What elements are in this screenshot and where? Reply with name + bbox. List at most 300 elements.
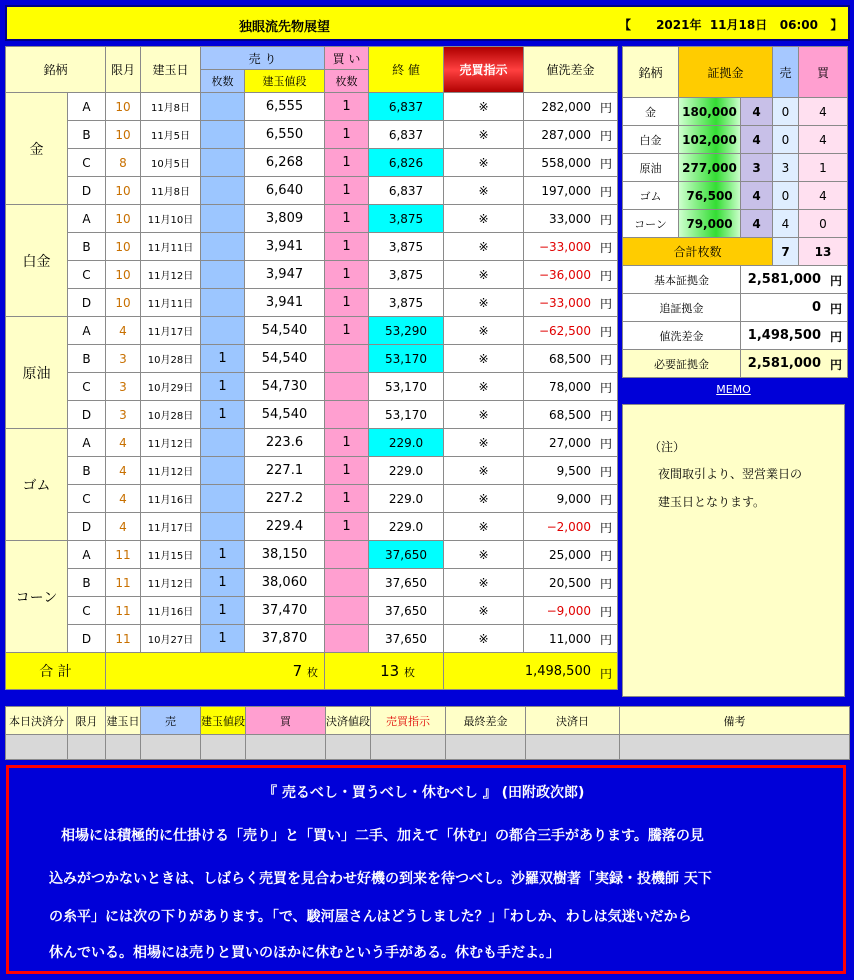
table-row — [6, 625, 618, 653]
limit-cell: 10 — [106, 233, 141, 261]
close-cell: 6,826 — [369, 149, 444, 177]
sell-count-cell — [201, 513, 245, 541]
header-close: 終 値 — [369, 47, 444, 93]
table-row — [6, 289, 618, 317]
signal-cell: ※ — [444, 177, 524, 205]
header-limit: 限月 — [106, 47, 141, 93]
table-row — [6, 149, 618, 177]
pl-cell: 11,000 円 — [524, 625, 618, 653]
sell-count-cell: 1 — [201, 625, 245, 653]
settlement-header-cell: 売 — [141, 707, 201, 735]
grade-cell: B — [68, 345, 106, 373]
buy-count-cell: 1 — [325, 149, 369, 177]
margin-lots-cell: 4 — [741, 126, 773, 154]
settlement-header-cell: 売買指示 — [371, 707, 446, 735]
margin-amount-cell: 277,000 — [679, 154, 741, 182]
header-open-price: 建玉値段 — [245, 70, 325, 93]
signal-cell: ※ — [444, 205, 524, 233]
open-date-cell: 11月16日 — [141, 597, 201, 625]
close-cell: 6,837 — [369, 93, 444, 121]
close-cell: 6,837 — [369, 177, 444, 205]
grade-cell: A — [68, 317, 106, 345]
sell-count-cell — [201, 177, 245, 205]
group-name: 金 — [6, 93, 68, 205]
summary-label: 値洗差金 — [623, 322, 741, 350]
limit-cell: 3 — [106, 401, 141, 429]
open-price-cell: 38,060 — [245, 569, 325, 597]
signal-cell: ※ — [444, 457, 524, 485]
buy-count-cell: 1 — [325, 93, 369, 121]
buy-count-cell: 1 — [325, 317, 369, 345]
pl-cell: 25,000 円 — [524, 541, 618, 569]
grade-cell: A — [68, 429, 106, 457]
pl-cell: −62,500 円 — [524, 317, 618, 345]
settlement-header-cell: 買 — [246, 707, 326, 735]
buy-count-cell — [325, 569, 369, 597]
table-row — [6, 317, 618, 345]
signal-cell: ※ — [444, 569, 524, 597]
summary-row — [623, 266, 848, 294]
pl-cell: 20,500 円 — [524, 569, 618, 597]
settlement-empty-cell — [326, 735, 371, 760]
grade-cell: B — [68, 569, 106, 597]
signal-cell: ※ — [444, 93, 524, 121]
margin-buy-cell: 4 — [799, 98, 848, 126]
margin-amount-cell: 79,000 — [679, 210, 741, 238]
close-cell: 3,875 — [369, 289, 444, 317]
close-cell: 53,290 — [369, 317, 444, 345]
open-price-cell: 3,809 — [245, 205, 325, 233]
pl-cell: −36,000 円 — [524, 261, 618, 289]
close-cell: 3,875 — [369, 233, 444, 261]
open-price-cell: 54,540 — [245, 317, 325, 345]
buy-count-cell — [325, 625, 369, 653]
close-cell: 6,837 — [369, 121, 444, 149]
close-cell: 37,650 — [369, 541, 444, 569]
quote-line-4: 休んでいる。相場には売りと買いのほかに休むという手がある。休むも手だよ。」 — [49, 945, 560, 961]
open-date-cell: 11月17日 — [141, 513, 201, 541]
pl-cell: −9,000 円 — [524, 597, 618, 625]
open-date-cell: 11月12日 — [141, 569, 201, 597]
buy-count-cell — [325, 373, 369, 401]
margin-header-brand: 銘柄 — [623, 47, 679, 98]
header-open-date: 建玉日 — [141, 47, 201, 93]
signal-cell: ※ — [444, 373, 524, 401]
positions-body — [6, 93, 618, 653]
grade-cell: B — [68, 121, 106, 149]
grade-cell: C — [68, 261, 106, 289]
quote-line-3: の糸平」には次の下りがあります。「で、駿河屋さんはどうしました？」「わしか、わしは気迷いだから — [49, 909, 692, 925]
pl-cell: 68,500 円 — [524, 345, 618, 373]
title-bar — [5, 5, 850, 41]
open-price-cell: 54,540 — [245, 345, 325, 373]
limit-cell: 4 — [106, 457, 141, 485]
open-price-cell: 6,268 — [245, 149, 325, 177]
open-price-cell: 6,640 — [245, 177, 325, 205]
memo-line-3: 建玉日となります。 — [658, 495, 766, 509]
close-cell: 229.0 — [369, 429, 444, 457]
settlement-header-cell: 決済日 — [526, 707, 620, 735]
table-row — [6, 569, 618, 597]
quote-line-2: 込みがつかないときは、しばらく売買を見合わせ好機の到来を待つべし。沙羅双樹著「実録・投機師 天下 — [49, 871, 712, 887]
sell-count-cell: 1 — [201, 597, 245, 625]
open-date-cell: 11月8日 — [141, 177, 201, 205]
margin-lots-cell: 4 — [741, 210, 773, 238]
margin-brand-cell: 白金 — [623, 126, 679, 154]
grade-cell: A — [68, 93, 106, 121]
summary-row — [623, 294, 848, 322]
buy-count-cell — [325, 345, 369, 373]
margin-brand-cell: 原油 — [623, 154, 679, 182]
header-buy-count: 枚数 — [325, 70, 369, 93]
header-signal: 売買指示 — [444, 47, 524, 93]
buy-count-cell: 1 — [325, 177, 369, 205]
settlement-header-cell: 限月 — [68, 707, 106, 735]
signal-cell: ※ — [444, 401, 524, 429]
grade-cell: C — [68, 485, 106, 513]
margin-lots-cell: 4 — [741, 182, 773, 210]
summary-label: 追証拠金 — [623, 294, 741, 322]
limit-cell: 4 — [106, 429, 141, 457]
summary-label: 必要証拠金 — [623, 350, 741, 378]
margin-row — [623, 210, 848, 238]
open-price-cell: 54,540 — [245, 401, 325, 429]
grade-cell: D — [68, 289, 106, 317]
buy-count-cell: 1 — [325, 205, 369, 233]
close-cell: 229.0 — [369, 513, 444, 541]
settlement-header-cell: 決済値段 — [326, 707, 371, 735]
open-date-cell: 11月16日 — [141, 485, 201, 513]
grade-cell: C — [68, 149, 106, 177]
total-row — [6, 653, 618, 690]
close-cell: 37,650 — [369, 569, 444, 597]
limit-cell: 8 — [106, 149, 141, 177]
table-row — [6, 345, 618, 373]
margin-brand-cell: 金 — [623, 98, 679, 126]
summary-value: 1,498,500 円 — [741, 322, 848, 350]
grade-cell: B — [68, 233, 106, 261]
buy-count-cell: 1 — [325, 429, 369, 457]
settlement-empty-cell — [68, 735, 106, 760]
close-cell: 229.0 — [369, 485, 444, 513]
limit-cell: 4 — [106, 513, 141, 541]
margin-buy-cell: 4 — [799, 182, 848, 210]
close-cell: 53,170 — [369, 345, 444, 373]
summary-row — [623, 322, 848, 350]
settlement-empty-cell — [106, 735, 141, 760]
settlement-empty-cell — [246, 735, 326, 760]
signal-cell: ※ — [444, 485, 524, 513]
table-row — [6, 429, 618, 457]
pl-cell: 78,000 円 — [524, 373, 618, 401]
buy-count-cell: 1 — [325, 261, 369, 289]
close-cell: 37,650 — [369, 597, 444, 625]
table-row — [6, 457, 618, 485]
close-cell: 3,875 — [369, 261, 444, 289]
limit-cell: 3 — [106, 373, 141, 401]
margin-buy-cell: 4 — [799, 126, 848, 154]
settlement-empty-cell — [201, 735, 246, 760]
grade-cell: D — [68, 625, 106, 653]
margin-row — [623, 98, 848, 126]
sell-count-cell: 1 — [201, 569, 245, 597]
limit-cell: 3 — [106, 345, 141, 373]
table-row — [6, 401, 618, 429]
memo-line-2: 夜間取引より、翌営業日の — [658, 467, 803, 481]
margin-row — [623, 154, 848, 182]
pl-cell: 27,000 円 — [524, 429, 618, 457]
close-cell: 229.0 — [369, 457, 444, 485]
header-sell: 売 り — [201, 47, 325, 70]
margin-sell-cell: 0 — [773, 182, 799, 210]
group-name: 原油 — [6, 317, 68, 429]
margin-body — [623, 98, 848, 238]
table-row — [6, 597, 618, 625]
pl-cell: 33,000 円 — [524, 205, 618, 233]
open-price-cell: 6,555 — [245, 93, 325, 121]
margin-header-buy: 買 — [799, 47, 848, 98]
total-buy: 13 枚 — [325, 653, 444, 690]
grade-cell: D — [68, 513, 106, 541]
open-date-cell: 10月28日 — [141, 401, 201, 429]
total-label: 合 計 — [6, 653, 106, 690]
grade-cell: B — [68, 457, 106, 485]
sell-count-cell — [201, 121, 245, 149]
limit-cell: 11 — [106, 625, 141, 653]
limit-cell: 11 — [106, 569, 141, 597]
open-price-cell: 6,550 — [245, 121, 325, 149]
settlement-header-row — [6, 707, 850, 735]
signal-cell: ※ — [444, 233, 524, 261]
open-date-cell: 11月11日 — [141, 233, 201, 261]
header-pl: 値洗差金 — [524, 47, 618, 93]
open-price-cell: 3,947 — [245, 261, 325, 289]
sell-count-cell — [201, 317, 245, 345]
settlement-empty-cell — [620, 735, 850, 760]
signal-cell: ※ — [444, 513, 524, 541]
grade-cell: D — [68, 177, 106, 205]
header-buy: 買 い — [325, 47, 369, 70]
total-sell: 7 枚 — [106, 653, 325, 690]
buy-count-cell: 1 — [325, 457, 369, 485]
table-row — [6, 513, 618, 541]
margin-brand-cell: コーン — [623, 210, 679, 238]
buy-count-cell — [325, 401, 369, 429]
signal-cell: ※ — [444, 289, 524, 317]
table-row — [6, 233, 618, 261]
sell-count-cell — [201, 149, 245, 177]
open-date-cell: 10月28日 — [141, 345, 201, 373]
open-price-cell: 223.6 — [245, 429, 325, 457]
open-date-cell: 11月10日 — [141, 205, 201, 233]
settlement-empty-cell — [6, 735, 68, 760]
table-row — [6, 485, 618, 513]
sell-count-cell — [201, 485, 245, 513]
limit-cell: 10 — [106, 261, 141, 289]
grade-cell: C — [68, 597, 106, 625]
margin-amount-cell: 180,000 — [679, 98, 741, 126]
open-price-cell: 37,470 — [245, 597, 325, 625]
pl-cell: −33,000 円 — [524, 289, 618, 317]
table-row — [6, 261, 618, 289]
memo-box — [622, 404, 845, 697]
margin-brand-cell: ゴム — [623, 182, 679, 210]
open-date-cell: 10月27日 — [141, 625, 201, 653]
pl-cell: 558,000 円 — [524, 149, 618, 177]
margin-header-amount: 証拠金 — [679, 47, 773, 98]
sell-count-cell — [201, 457, 245, 485]
open-date-cell: 10月29日 — [141, 373, 201, 401]
margin-lots-cell: 4 — [741, 98, 773, 126]
margin-buy-cell: 0 — [799, 210, 848, 238]
margin-table — [622, 46, 848, 378]
sell-count-cell: 1 — [201, 373, 245, 401]
settlement-header-cell: 最終差金 — [446, 707, 526, 735]
signal-cell: ※ — [444, 625, 524, 653]
settlement-header-cell: 本日決済分 — [6, 707, 68, 735]
open-price-cell: 229.4 — [245, 513, 325, 541]
margin-sell-cell: 0 — [773, 98, 799, 126]
margin-amount-cell: 102,000 — [679, 126, 741, 154]
open-price-cell: 227.1 — [245, 457, 325, 485]
sell-count-cell: 1 — [201, 345, 245, 373]
signal-cell: ※ — [444, 541, 524, 569]
buy-count-cell: 1 — [325, 121, 369, 149]
table-row — [6, 93, 618, 121]
report-date: 【 2021年 11月18日 06:00 】 — [619, 18, 843, 32]
limit-cell: 10 — [106, 205, 141, 233]
limit-cell: 10 — [106, 289, 141, 317]
open-date-cell: 11月12日 — [141, 457, 201, 485]
pl-cell: 9,000 円 — [524, 485, 618, 513]
table-row — [6, 541, 618, 569]
limit-cell: 11 — [106, 541, 141, 569]
settlement-empty-row — [6, 735, 850, 760]
open-date-cell: 11月15日 — [141, 541, 201, 569]
page-title: 独眼流先物展望 — [239, 20, 331, 35]
sell-count-cell — [201, 233, 245, 261]
signal-cell: ※ — [444, 121, 524, 149]
margin-buy-cell: 1 — [799, 154, 848, 182]
settlement-empty-cell — [446, 735, 526, 760]
margin-row — [623, 182, 848, 210]
signal-cell: ※ — [444, 149, 524, 177]
open-date-cell: 11月17日 — [141, 317, 201, 345]
open-date-cell: 10月5日 — [141, 149, 201, 177]
grade-cell: A — [68, 205, 106, 233]
limit-cell: 10 — [106, 93, 141, 121]
open-date-cell: 11月11日 — [141, 289, 201, 317]
signal-cell: ※ — [444, 345, 524, 373]
settlement-empty-cell — [371, 735, 446, 760]
settlement-header-cell: 建玉日 — [106, 707, 141, 735]
margin-summary — [623, 266, 848, 378]
open-price-cell: 3,941 — [245, 289, 325, 317]
open-price-cell: 227.2 — [245, 485, 325, 513]
pl-cell: 282,000 円 — [524, 93, 618, 121]
margin-total-sell: 7 — [773, 238, 799, 266]
header-sell-count: 枚数 — [201, 70, 245, 93]
open-price-cell: 38,150 — [245, 541, 325, 569]
pl-cell: 68,500 円 — [524, 401, 618, 429]
signal-cell: ※ — [444, 597, 524, 625]
open-date-cell: 11月8日 — [141, 93, 201, 121]
summary-value: 2,581,000 円 — [741, 266, 848, 294]
open-price-cell: 54,730 — [245, 373, 325, 401]
quote-line-1: 相場には積極的に仕掛ける「売り」と「買い」二手、加えて「休む」の都合三手があります。騰落の見 — [61, 828, 704, 844]
pl-cell: 197,000 円 — [524, 177, 618, 205]
buy-count-cell: 1 — [325, 289, 369, 317]
table-row — [6, 177, 618, 205]
open-date-cell: 11月5日 — [141, 121, 201, 149]
memo-line-1: （注） — [649, 440, 686, 454]
grade-cell: C — [68, 373, 106, 401]
buy-count-cell — [325, 541, 369, 569]
group-name: 白金 — [6, 205, 68, 317]
margin-lots-cell: 3 — [741, 154, 773, 182]
sell-count-cell — [201, 261, 245, 289]
settlement-empty-cell — [141, 735, 201, 760]
settlement-header-cell: 備考 — [620, 707, 850, 735]
margin-sell-cell: 3 — [773, 154, 799, 182]
settlement-empty-cell — [526, 735, 620, 760]
pl-cell: −33,000 円 — [524, 233, 618, 261]
close-cell: 53,170 — [369, 401, 444, 429]
pl-cell: 9,500 円 — [524, 457, 618, 485]
quote-title: 『 売るべし・買うべし・休むべし 』 (田附政次郎) — [263, 785, 585, 801]
limit-cell: 10 — [106, 121, 141, 149]
limit-cell: 4 — [106, 317, 141, 345]
limit-cell: 4 — [106, 485, 141, 513]
buy-count-cell — [325, 597, 369, 625]
table-row — [6, 205, 618, 233]
summary-value: 0 円 — [741, 294, 848, 322]
sell-count-cell — [201, 429, 245, 457]
pl-cell: −2,000 円 — [524, 513, 618, 541]
quote-box — [6, 765, 846, 974]
margin-sell-cell: 4 — [773, 210, 799, 238]
close-cell: 53,170 — [369, 373, 444, 401]
grade-cell: A — [68, 541, 106, 569]
sell-count-cell — [201, 93, 245, 121]
summary-label: 基本証拠金 — [623, 266, 741, 294]
group-name: コーン — [6, 541, 68, 653]
positions-table — [5, 46, 618, 690]
open-date-cell: 11月12日 — [141, 261, 201, 289]
signal-cell: ※ — [444, 317, 524, 345]
summary-row — [623, 350, 848, 378]
margin-header-sell: 売 — [773, 47, 799, 98]
grade-cell: D — [68, 401, 106, 429]
group-name: ゴム — [6, 429, 68, 541]
sell-count-cell: 1 — [201, 401, 245, 429]
margin-sell-cell: 0 — [773, 126, 799, 154]
signal-cell: ※ — [444, 429, 524, 457]
summary-value: 2,581,000 円 — [741, 350, 848, 378]
sell-count-cell — [201, 205, 245, 233]
limit-cell: 11 — [106, 597, 141, 625]
memo-link[interactable]: MEMO — [622, 379, 845, 401]
close-cell: 3,875 — [369, 205, 444, 233]
total-pl: 1,498,500 円 — [444, 653, 618, 690]
margin-amount-cell: 76,500 — [679, 182, 741, 210]
margin-total-buy: 13 — [799, 238, 848, 266]
sell-count-cell: 1 — [201, 541, 245, 569]
settlement-table — [5, 706, 850, 760]
limit-cell: 10 — [106, 177, 141, 205]
buy-count-cell: 1 — [325, 513, 369, 541]
open-price-cell: 3,941 — [245, 233, 325, 261]
